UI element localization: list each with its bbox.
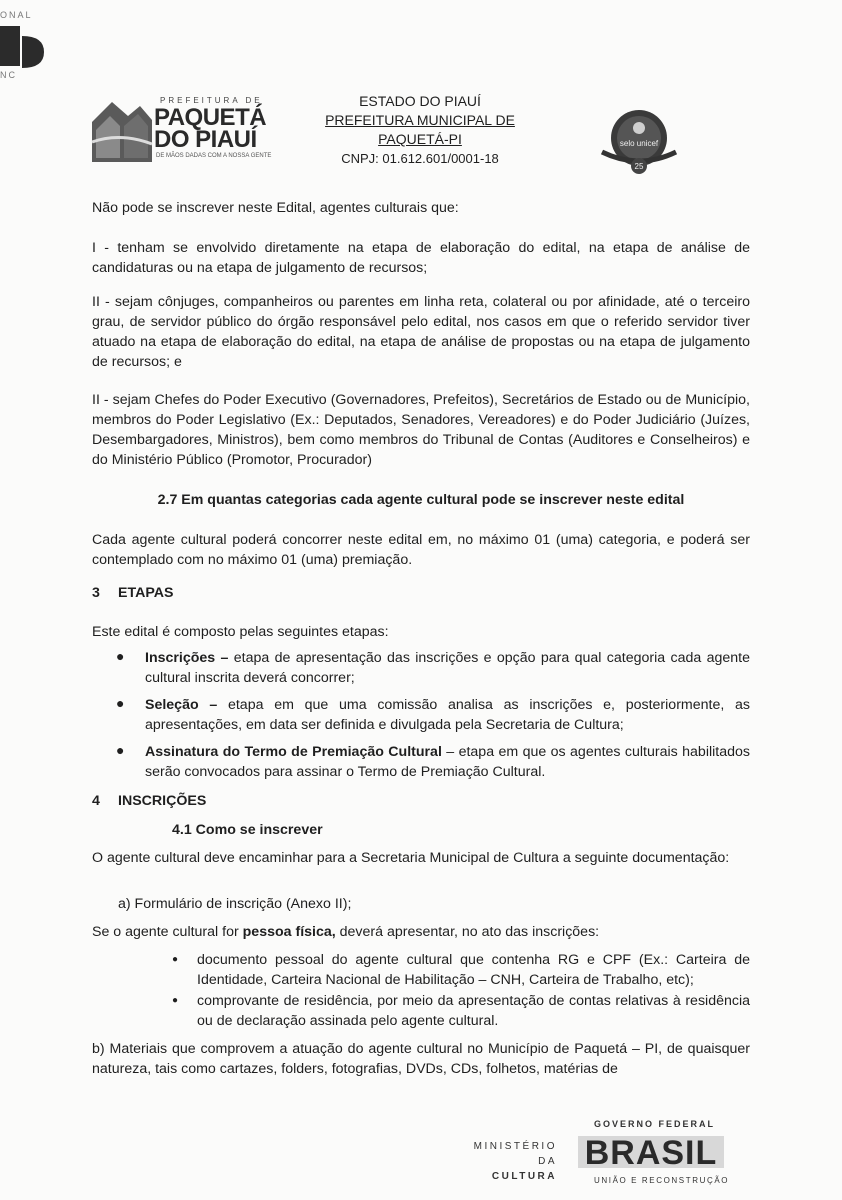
logo-name-line1: PAQUETÁ bbox=[154, 104, 267, 131]
pf-item: comprovante de residência, por meio da apresentação de contas relativas à residência ou de declaração assinada pelo agente cultural. bbox=[197, 993, 750, 1029]
bullet-icon: ● bbox=[172, 995, 179, 1006]
logo-prefix: PREFEITURA DE bbox=[160, 96, 263, 105]
clause-iii: II - sejam Chefes do Poder Executivo (Governadores, Prefeitos), Secretários de Estado ou de Município, membros do Poder Legislativo (Ex.: Deputados, Senadores, Vereadores) e do Poder Judiciário (Juízes, Desembargadores, Ministros), bem como membros do Tribunal de Contas (Auditores e Conselheiros) e do Ministério Público (Promotor, Procurador) bbox=[92, 392, 750, 468]
seal-text: selo unicef bbox=[619, 139, 659, 148]
intro-paragraph: Não pode se inscrever neste Edital, agentes culturais que: bbox=[92, 200, 459, 216]
bullet-icon: ● bbox=[116, 695, 125, 711]
section-3-number: 3 bbox=[92, 585, 100, 601]
item-b-paragraph: b) Materiais que comprovem a atuação do agente cultural no Município de Paquetá – PI, de quaisquer natureza, tais como cartazes, folders, fotografias, DVDs, CDs, folhetos, matérias de bbox=[92, 1041, 750, 1077]
corner-logo-text-bottom: NC bbox=[0, 70, 17, 80]
pf-post: deverá apresentar, no ato das inscrições: bbox=[335, 924, 600, 940]
pessoa-fisica-paragraph bbox=[92, 922, 750, 942]
section-3-paragraph: Este edital é composto pelas seguintes etapas: bbox=[92, 624, 389, 640]
state-name: ESTADO DO PIAUÍ bbox=[359, 93, 481, 109]
cnpj: CNPJ: 01.612.601/0001-18 bbox=[341, 151, 499, 166]
etapa-item bbox=[145, 648, 750, 688]
uniao-reconstrucao-label: UNIÃO E RECONSTRUÇÃO bbox=[594, 1176, 730, 1185]
etapa-term: Inscrições – bbox=[145, 650, 229, 666]
section-2-7-paragraph: Cada agente cultural poderá concorrer neste edital em, no máximo 01 (uma) categoria, e poderá ser contemplado com no máximo 01 (uma) premiação. bbox=[92, 532, 750, 568]
etapa-term: Assinatura do Termo de Premiação Cultural bbox=[145, 744, 442, 760]
ministerio-cultura-logo-text bbox=[452, 1139, 557, 1184]
section-2-7-heading: 2.7 Em quantas categorias cada agente cultural pode se inscrever neste edital bbox=[157, 492, 685, 508]
seal-number: 25 bbox=[634, 162, 644, 171]
section-3-heading: ETAPAS bbox=[118, 585, 174, 601]
pf-bold: pessoa física, bbox=[242, 924, 336, 940]
bullet-icon: ● bbox=[116, 648, 125, 664]
logo-tagline: DE MÃOS DADAS COM A NOSSA GENTE bbox=[156, 153, 272, 159]
brasil-wordmark: BRASIL bbox=[584, 1134, 718, 1172]
clause-ii: II - sejam cônjuges, companheiros ou parentes em linha reta, colateral ou por afinidade, até o terceiro grau, de servidor público do órgão responsável pelo edital, nos casos em que o referido servidor tiver atuado na etapa de elaboração do edital, na etapa de análise de propostas ou na etapa de julgamento de recursos; e bbox=[92, 294, 750, 370]
section-4-number: 4 bbox=[92, 793, 100, 809]
etapa-text: etapa em que uma comissão analisa as inscrições e, posteriormente, as apresentações, em data ser definida e divulgada pela Secretaria de Cultura; bbox=[145, 697, 750, 733]
prefeitura-line2: PAQUETÁ-PI bbox=[378, 131, 462, 147]
logo-name-line2: DO PIAUÍ bbox=[154, 126, 257, 153]
section-4-1-paragraph: O agente cultural deve encaminhar para a Secretaria Municipal de Cultura a seguinte documentação: bbox=[92, 850, 730, 866]
etapa-text: – etapa em que os agentes culturais habilitados serão convocados para assinar o Termo de Premiação Cultural. bbox=[145, 744, 750, 780]
etapa-item bbox=[145, 695, 750, 735]
item-a: a) Formulário de inscrição (Anexo II); bbox=[118, 896, 352, 912]
pf-item: documento pessoal do agente cultural que contenha RG e CPF (Ex.: Carteira de Identidade, Carteira Nacional de Habilitação – CNH, Carteira de Trabalho, etc); bbox=[197, 952, 750, 988]
unicef-seal bbox=[598, 108, 680, 174]
pf-pre: Se o agente cultural for bbox=[92, 924, 243, 940]
prefeitura-line1: PREFEITURA MUNICIPAL DE bbox=[325, 112, 515, 128]
etapa-item bbox=[145, 742, 750, 782]
etapa-text: etapa de apresentação das inscrições e opção para qual categoria cada agente cultural inscrita deverá concorrer; bbox=[145, 650, 750, 686]
section-4-heading: INSCRIÇÕES bbox=[118, 793, 207, 809]
bullet-icon: ● bbox=[116, 742, 125, 758]
section-4-1-heading: 4.1 Como se inscrever bbox=[172, 822, 323, 838]
corner-logo-graphic bbox=[0, 22, 44, 70]
governo-federal-label: GOVERNO FEDERAL bbox=[594, 1119, 716, 1129]
ministerio-line1: MINISTÉRIO DA bbox=[473, 1141, 557, 1167]
ministerio-line2: CULTURA bbox=[491, 1171, 557, 1182]
clause-i: I - tenham se envolvido diretamente na etapa de elaboração do edital, na etapa de análise de candidaturas ou na etapa de julgamento de recursos; bbox=[92, 240, 750, 276]
corner-logo-text: ONAL bbox=[0, 10, 33, 20]
etapa-term: Seleção – bbox=[145, 697, 218, 713]
bullet-icon: ● bbox=[172, 954, 179, 965]
header-title-block bbox=[300, 92, 540, 168]
brasil-logo bbox=[576, 1132, 726, 1172]
